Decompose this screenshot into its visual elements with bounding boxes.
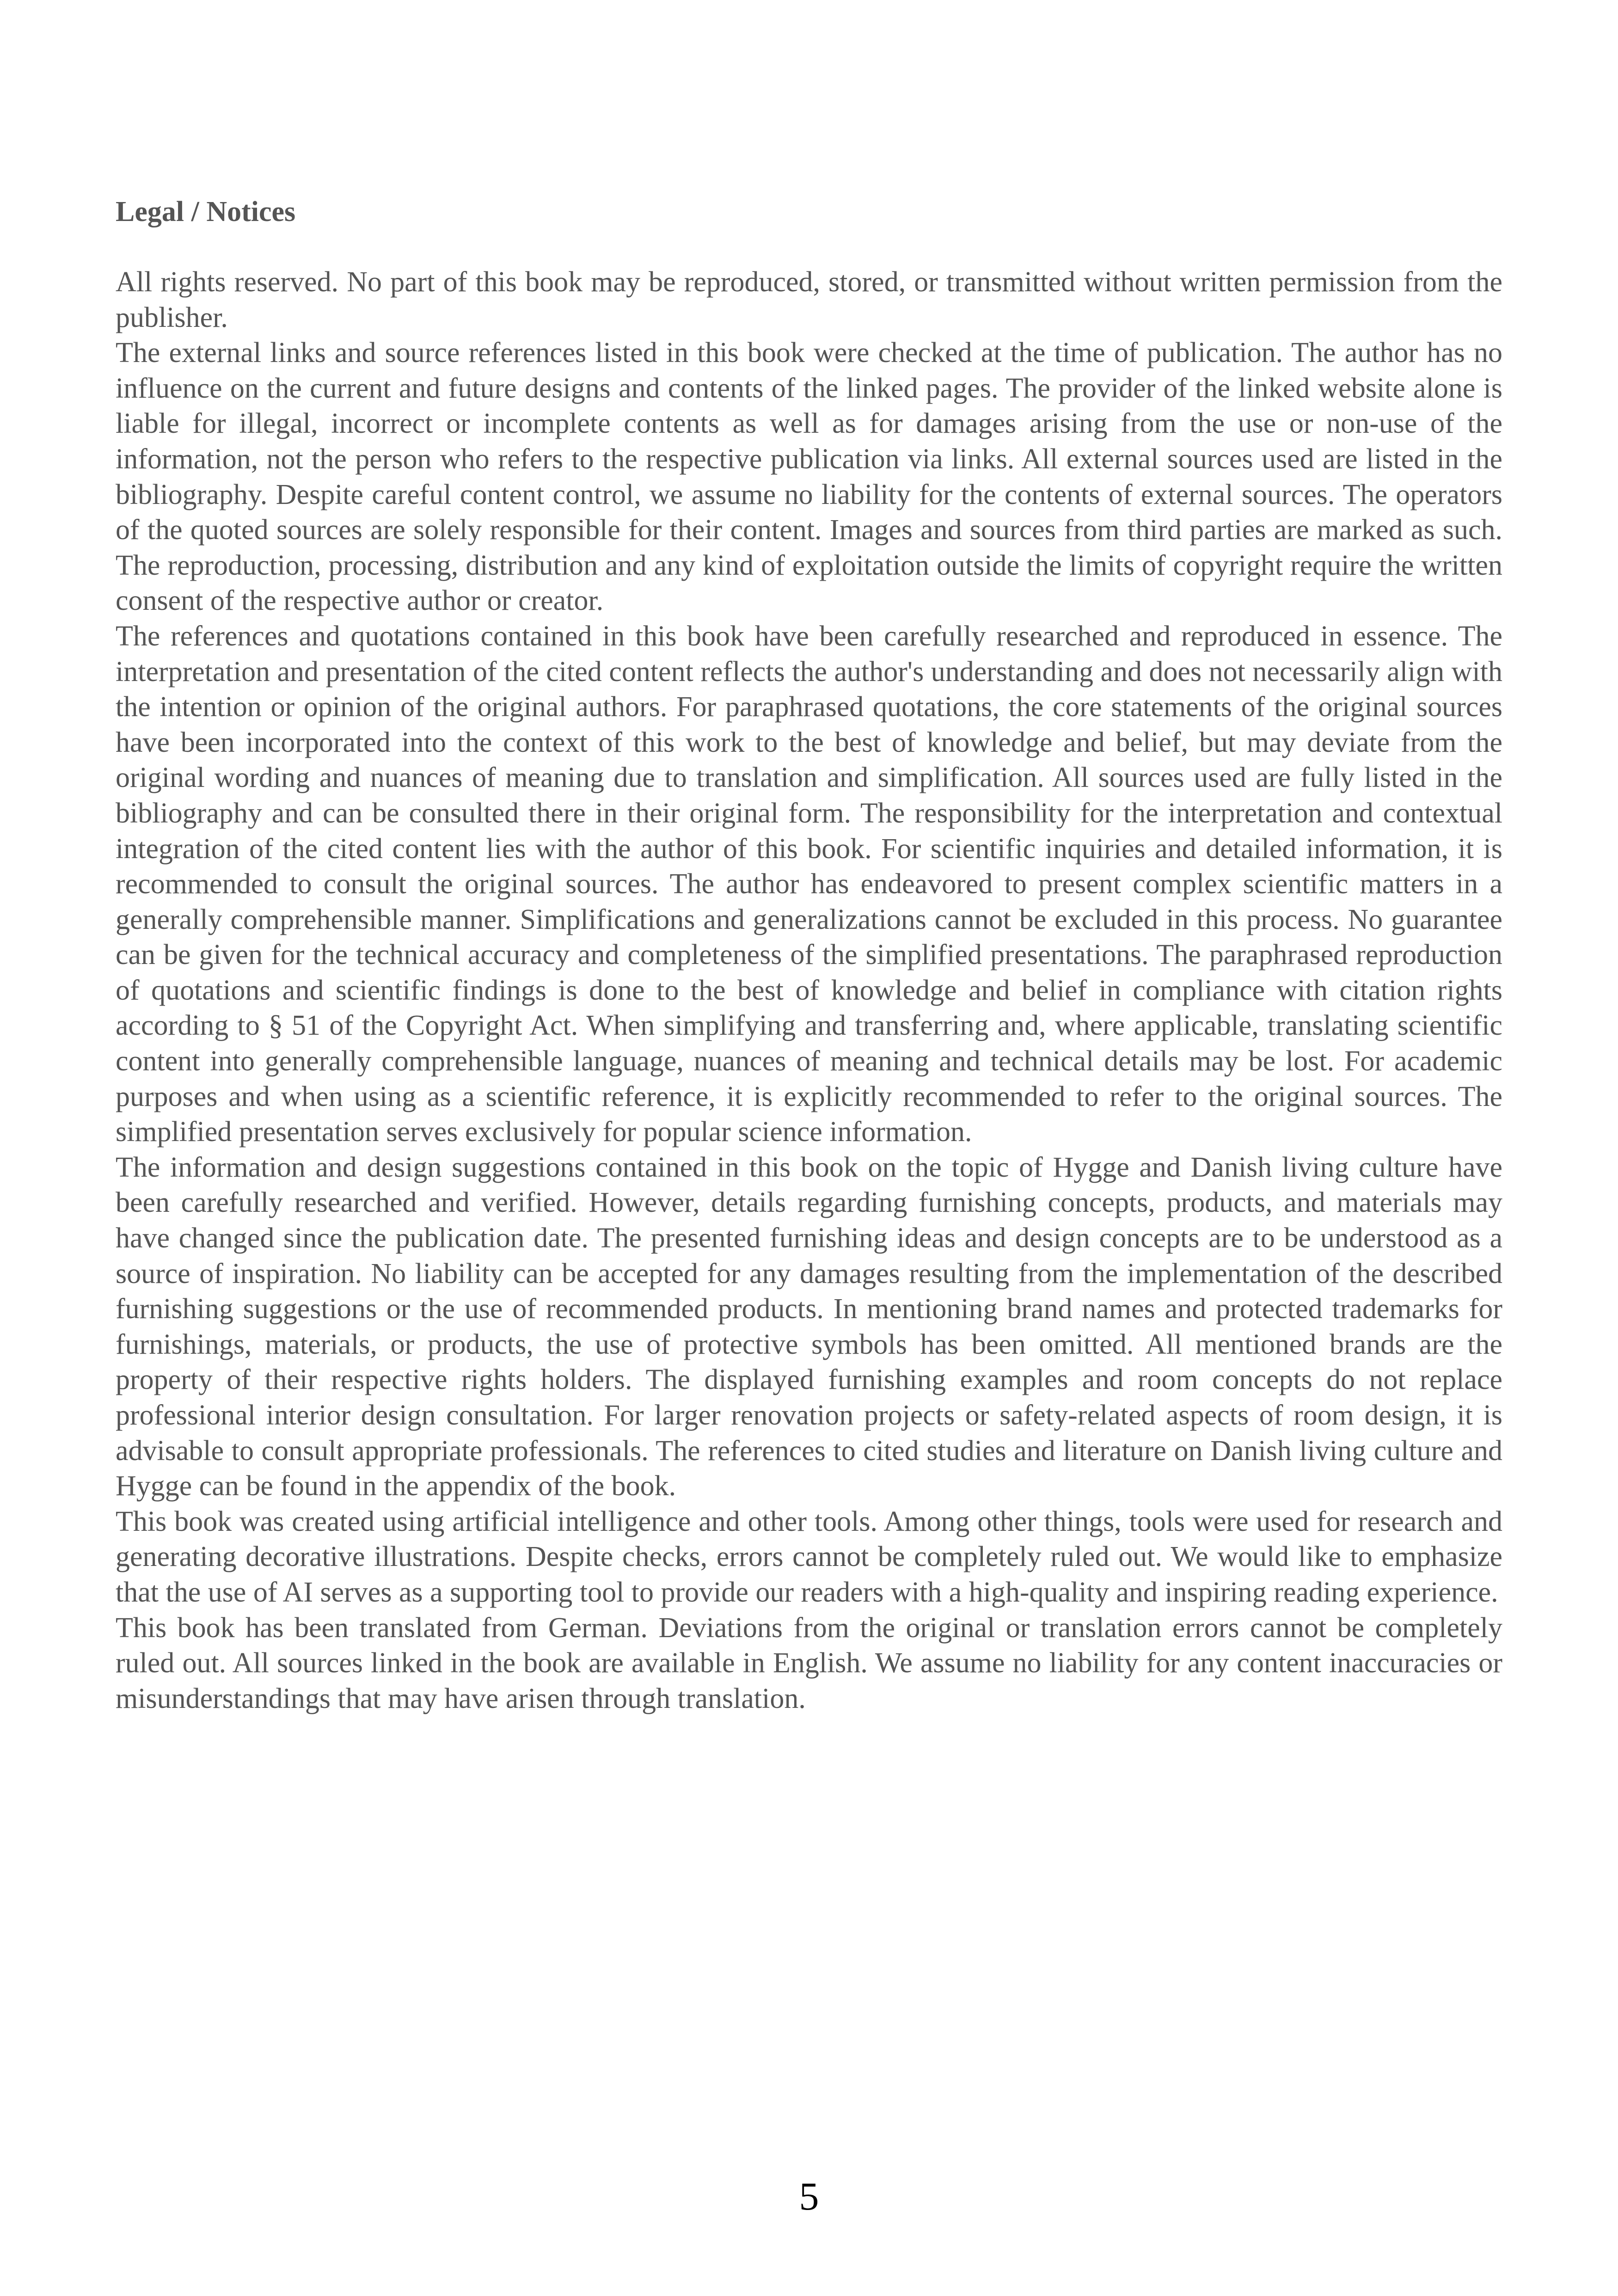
paragraph-rights-reserved: All rights reserved. No part of this book may be reproduced, stored, or transmitted without written permission from the publisher. bbox=[116, 266, 1502, 333]
page-content bbox=[116, 194, 1502, 1716]
page-number: 5 bbox=[799, 2174, 819, 2218]
paragraph-artificial-intelligence: This book was created using artificial intelligence and other tools. Among other things, tools were used for research and generating decorative illustrations. Despite checks, errors cannot be completely ruled out. We would like to emphasize that the use of AI serves as a supporting tool to provide our readers with a high-quality and inspiring reading experience. bbox=[116, 1505, 1502, 1608]
section-heading: Legal / Notices bbox=[116, 196, 296, 227]
paragraph-design-suggestions: The information and design suggestions contained in this book on the topic of Hygge and Danish living culture have been carefully researched and verified. However, details regarding furnishing concepts, products, and materials may have changed since the publication date. The presented furnishing ideas and design concepts are to be understood as a source of inspiration. No liability can be accepted for any damages resulting from the implementation of the described furnishing suggestions or the use of recommended products. In mentioning brand names and protected trademarks for furnishings, materials, or products, the use of protective symbols has been omitted. All mentioned brands are the property of their respective rights holders. The displayed furnishing examples and room concepts do not replace professional interior design consultation. For larger renovation projects or safety-related aspects of room design, it is advisable to consult appropriate professionals. The references to cited studies and literature on Danish living culture and Hygge can be found in the appendix of the book. bbox=[116, 1151, 1502, 1502]
paragraph-translation: This book has been translated from German. Deviations from the original or translation errors cannot be completely ruled out. All sources linked in the book are available in English. We assume no liability for any content inaccuracies or misunderstandings that may have arisen through translation. bbox=[116, 1612, 1502, 1714]
paragraph-references-quotations: The references and quotations contained in this book have been carefully researched and reproduced in essence. The interpretation and presentation of the cited content reflects the author's understanding and does not necessarily align with the intention or opinion of the original authors. For paraphrased quotations, the core statements of the original sources have been incorporated into the context of this work to the best of knowledge and belief, but may deviate from the original wording and nuances of meaning due to translation and simplification. All sources used are fully listed in the bibliography and can be consulted there in their original form. The responsibility for the interpretation and contextual integration of the cited content lies with the author of this book. For scientific inquiries and detailed information, it is recommended to consult the original sources. The author has endeavored to present complex scientific matters in a generally comprehensible manner. Simplifications and generalizations cannot be excluded in this process. No guarantee can be given for the technical accuracy and completeness of the simplified presentations. The paraphrased reproduction of quotations and scientific findings is done to the best of knowledge and belief in compliance with citation rights according to § 51 of the Copyright Act. When simplifying and transferring and, where applicable, translating scientific content into generally comprehensible language, nuances of meaning and technical details may be lost. For academic purposes and when using as a scientific reference, it is explicitly recommended to refer to the original sources. The simplified presentation serves exclusively for popular science information. bbox=[116, 620, 1503, 1148]
paragraph-external-links: The external links and source references listed in this book were checked at the time of publication. The author has no influence on the current and future designs and contents of the linked pages. The provider of the linked website alone is liable for illegal, incorrect or incomplete contents as well as for damages arising from the use or non-use of the information, not the person who refers to the respective publication via links. All external sources used are listed in the bibliography. Despite careful content control, we assume no liability for the contents of external sources. The operators of the quoted sources are solely responsible for their content. Images and sources from third parties are marked as such. The reproduction, processing, distribution and any kind of exploitation outside the limits of copyright require the written consent of the respective author or creator. bbox=[116, 337, 1502, 617]
